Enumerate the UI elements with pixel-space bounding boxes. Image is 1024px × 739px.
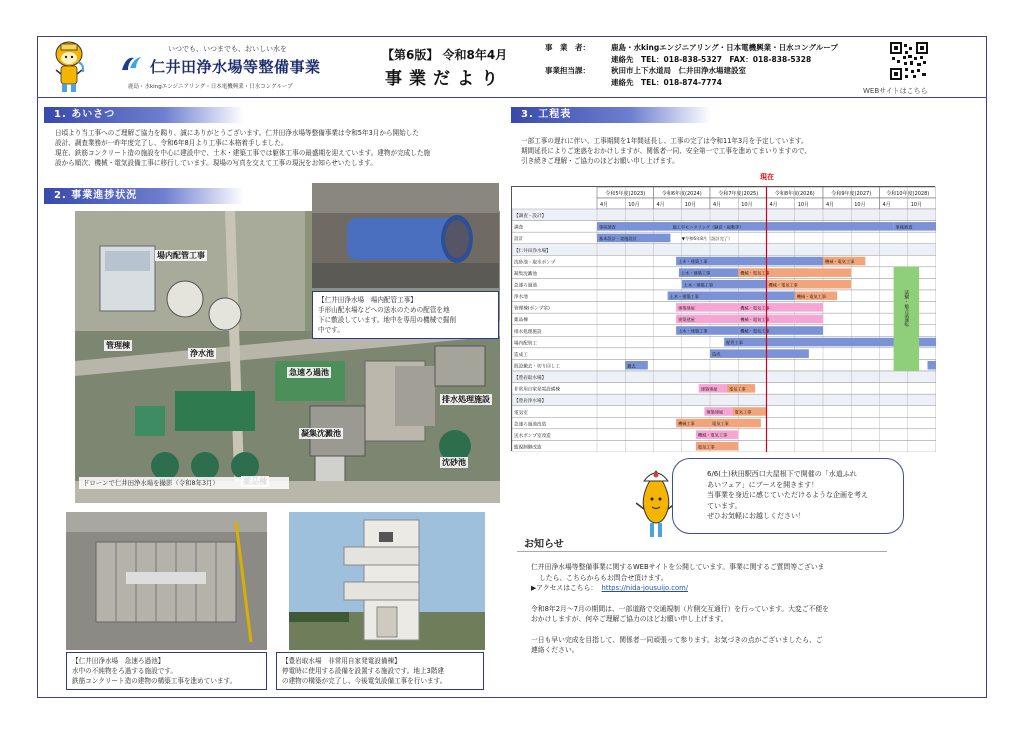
gantt-bar-label: 電気工事: [734, 409, 752, 415]
caption-line: 水中の不純物をろ過する施設です。: [72, 667, 177, 675]
contact-label: [545, 77, 611, 89]
edition-label: 【第6版】 令和8年4月: [382, 48, 508, 62]
gantt-bar-label: 土木・建築工事: [678, 328, 708, 334]
contact-label: 事 業 者：: [545, 43, 590, 52]
caption-line: 停電時に使用する設備を設置する施設です。地上3階建: [282, 667, 444, 675]
contact-block: [545, 42, 838, 88]
notice-line: したら、こちらからもお問合せ頂けます。: [539, 573, 668, 582]
gantt-bar-label: 建築建屋: [678, 305, 695, 311]
contact-label: [545, 54, 611, 66]
label-rapid-filter: 急速ろ過池: [289, 368, 329, 377]
gantt-row-label: 送水ポンプ室改造: [514, 433, 551, 439]
section-schedule-heading: 3. 工程表: [511, 107, 711, 123]
gantt-row-label: 凝集沈澱池: [514, 271, 537, 277]
year-header-label: 令和9年度(2027): [831, 191, 872, 197]
water-drop-mascot-icon: [52, 40, 86, 94]
schedule-line: 期間延長によりご迷惑をおかけしますが、関係者一同、安全第一で工事を進めてまいりますので、: [521, 147, 811, 155]
gantt-bar-label: 機械工事: [678, 421, 695, 427]
contact-value: 連絡先 TEL：018-838-5327 FAX：018-838-5328: [611, 54, 812, 64]
notice-line: 連絡ください。: [531, 646, 579, 654]
gantt-row-label: 【調査・設計】: [514, 214, 547, 220]
year-header-label: 令和6年度(2024): [661, 191, 702, 197]
caption-line: の建物の構築が完了し、今後電気設備工事を行います。: [282, 677, 447, 685]
month-header-label: 4月: [826, 202, 835, 208]
section-progress-heading: 2. 事業進捗状況: [44, 188, 244, 204]
contact-value: 鹿島・水kingエンジニアリング・日本電機興業・日水コングループ: [611, 43, 838, 52]
year-header-label: 令和8年度(2026): [774, 191, 815, 197]
gantt-bar-label: 機械・電気工事: [697, 432, 728, 438]
label-purification-pond: 浄水池: [190, 349, 214, 358]
section-greeting-heading: 1. あいさつ: [44, 107, 244, 123]
label-sedimentation: 凝集沈澱池: [301, 429, 341, 438]
year-header-label: 令和10年度(2028): [886, 191, 930, 197]
month-header-label: 10月: [797, 202, 810, 208]
bubble-line: 6/6(土)秋田駅西口大屋根下で開催の「水道ふれ: [707, 470, 857, 478]
month-header-label: 4月: [600, 202, 609, 208]
now-label: 現在: [760, 173, 774, 181]
gantt-row-label: 設計: [514, 237, 524, 243]
gantt-bar-label: 建築建屋: [706, 409, 724, 415]
gantt-bar-label: 事後調査: [895, 224, 913, 230]
gantt-svg: [512, 187, 936, 452]
gantt-bar-label: 機械・電気工事: [740, 270, 770, 276]
gantt-row-label: 【豊岩取水場】: [514, 376, 547, 382]
month-header-label: 10月: [854, 202, 866, 208]
gantt-row-label: 薬品棟: [514, 318, 528, 324]
water-logo-icon: [120, 54, 142, 72]
schedule-gantt-chart: [511, 186, 935, 451]
schedule-line: 引き続きご理解・ご協力のほどお願い申し上げます。: [521, 157, 679, 165]
generator-building-caption: [276, 652, 484, 690]
gantt-row-label: 監視制御改造: [514, 445, 542, 451]
qr-label: WEBサイトはこちら: [863, 87, 928, 95]
aerial-caption: ドローンで仁井田浄水場を撮影（令和8年3月）: [79, 477, 289, 489]
gantt-bar-label: 電気工事: [728, 386, 746, 392]
gantt-row: [512, 394, 936, 406]
bubble-line: ぜひお気軽にお越しください！: [707, 512, 805, 520]
companies: 鹿島・水kingエンジニアリング・日本電機興業・日水コングループ: [128, 84, 293, 90]
gantt-row-label: 管理棟(ポンプ室): [514, 306, 550, 312]
caption-line: 鉄筋コンクリート造の建物の構築工事を進めています。: [72, 677, 237, 685]
gantt-bar-label: 撤去: [627, 363, 636, 369]
notice-text: [531, 562, 901, 656]
bubble-line: ています。: [707, 501, 742, 510]
notice-line: 仁井田浄水場等整備事業に関するWEBサイトを公開しています。事業に関するご質問等ございま: [531, 563, 825, 571]
caption-line: 【豊岩取水場 非常用自家発電設備棟】: [282, 657, 401, 665]
gantt-row-label: 【豊岩浄水場】: [514, 399, 547, 405]
helmet-mascot-icon: [636, 463, 676, 541]
caption-line: 中です。: [318, 326, 344, 334]
gantt-row: [512, 371, 936, 383]
gantt-bar-label: 土木・建築工事: [669, 293, 699, 299]
label-grit-chamber: 沈砂池: [442, 458, 466, 467]
notice-title: お知らせ: [524, 539, 564, 550]
gantt-row-label: 電気室: [514, 410, 528, 416]
gantt-trial-label: 試験・総合試運転: [903, 290, 909, 327]
gantt-milestone-label: ▼令和6年8月（設計完了）: [681, 236, 733, 242]
gantt-bar-label: 機械・電気工事: [768, 282, 798, 288]
gantt-bar: [710, 349, 809, 358]
caption-line: 下に敷設しています。地中を専用の機械で掘削: [318, 316, 456, 324]
gantt-row-label: 沈砂池・取水ポンプ: [514, 260, 556, 266]
greeting-text: [55, 128, 500, 168]
generator-building-photo: [289, 512, 485, 650]
gantt-row-label: 調査: [514, 225, 524, 231]
qr-code-icon[interactable]: [890, 42, 928, 80]
month-header-label: 10月: [684, 202, 697, 208]
gantt-bar-label: 基本設計・実施設計: [599, 236, 637, 242]
caption-line: 【仁井田浄水場 場内配管工事】: [318, 296, 417, 304]
gantt-bar-label: 機械・電気工事: [796, 293, 827, 299]
website-link[interactable]: https://nida-jousuijo.com/: [601, 584, 689, 592]
gantt-row-label: 場内配管工: [514, 341, 537, 347]
month-header-label: 10月: [628, 202, 640, 208]
caption-line: 【仁井田浄水場 急速ろ過池】: [72, 657, 165, 665]
bubble-line: あいフェア」にブースを開きます！: [707, 480, 819, 489]
gantt-row: [512, 244, 936, 256]
project-title: 仁井田浄水場等整備事業: [150, 58, 321, 76]
month-header-label: 10月: [910, 202, 923, 208]
gantt-row-label: 非常用自家発電設備棟: [514, 387, 560, 393]
greeting-line: 設計、調査業務が一昨年度完了し、令和6年8月より工事に本格着手しました。: [55, 139, 288, 147]
year-header-label: 令和7年度(2025): [718, 191, 759, 197]
gantt-bar: [928, 361, 936, 370]
gantt-row-label: 既設撤去・切り回し工: [514, 364, 560, 370]
notice-line: 令和8年2月～7月の期間は、一部道路で交通規制（片側交互通行）を行っています。大変ご不便を: [531, 604, 829, 613]
schedule-text: [521, 136, 931, 166]
month-header-label: 4月: [882, 202, 891, 208]
gantt-row-label: 【仁井田浄水場】: [514, 248, 551, 254]
month-header-label: 4月: [769, 202, 778, 208]
gantt-bar-label: 電気工事: [697, 444, 715, 450]
gantt-row-label: 急速ろ過池: [514, 283, 537, 289]
gantt-bar-label: 機械・電気工事: [740, 328, 770, 334]
caption-line: 手形山配水場などへの送水のための配管を地: [318, 306, 450, 314]
notice-line: 一日も早い完成を目指して、関係者一同頑張って参ります。お気づきの点がございましたら、ご: [531, 635, 823, 644]
access-label: ▶アクセスはこちら：: [531, 584, 598, 592]
gantt-bar-label: 機械・電気工事: [740, 305, 770, 311]
label-pipe-work: 場内配管工事: [157, 251, 205, 260]
gantt-row-label: 浄水池: [514, 295, 528, 301]
gantt-bar-label: 土木・建築工事: [678, 259, 708, 265]
gantt-row-label: 急速ろ過池改造: [514, 422, 547, 428]
gantt-bar-label: 土木・建築工事: [680, 270, 711, 276]
greeting-line: 設から順次、機械・電気設備工事に移行しています。現場の写真を交えて工事の現況をお知らせいたします。: [55, 159, 377, 167]
rapid-filter-caption: [66, 652, 267, 690]
gantt-bar-label: 配管工事: [726, 340, 743, 346]
gantt-bar-label: 事前調査: [599, 224, 616, 230]
gantt-bar-label: 機械・電気工事: [740, 317, 770, 323]
rapid-filter-photo: [66, 512, 267, 650]
gantt-bar-label: 造成: [712, 351, 721, 357]
notice-divider: [517, 551, 887, 552]
contact-value: 連絡先 TEL：018-874-7774: [611, 77, 722, 87]
notice-access: [531, 583, 901, 594]
month-header-label: 4月: [713, 202, 722, 208]
gantt-bar-label: 機械・電気工事: [825, 259, 855, 265]
gantt-bar-label: 建築建屋: [700, 386, 718, 392]
gantt-bar-label: 建築建屋: [678, 317, 695, 323]
month-header-label: 10月: [741, 202, 753, 208]
gantt-bar-label: 土木・建築工事: [683, 282, 714, 288]
gantt-row: [512, 359, 936, 371]
newsletter-title: 事業だより: [385, 69, 505, 89]
bubble-line: 当事業を身近に感じていただけるような企画を考え: [707, 491, 868, 499]
greeting-line: 現在、鉄筋コンクリート造の施設を中心に建設中で、土木・建築工事では躯体工事の最盛期を迎えています。建物が完成した施: [55, 149, 431, 157]
greeting-line: 日頃より当工事へのご理解ご協力を賜り、誠にありがとうございます。仁井田浄水場等整備事業は令和5年3月から開始した: [55, 129, 419, 137]
month-header-label: 4月: [656, 202, 665, 208]
label-admin-building: 管理棟: [106, 341, 130, 350]
year-header-label: 令和5年度(2023): [605, 191, 646, 197]
pipe-work-caption: [312, 291, 499, 339]
gantt-bar-label: 施工中モニタリング（騒音・振動等）: [672, 224, 744, 230]
gantt-bar-label: 電気工事: [712, 421, 729, 427]
gantt-row: [512, 209, 936, 221]
contact-label: 事業担当課：: [545, 66, 590, 75]
pipe-work-photo: [312, 183, 499, 288]
event-speech-bubble: [672, 458, 904, 534]
gantt-row-label: 排水処理施設: [514, 329, 542, 335]
contact-value: 秋田市上下水道局 仁井田浄水場建設室: [611, 66, 746, 75]
gantt-row-label: 造成工: [514, 352, 528, 358]
notice-line: おかけしますが、何卒ご理解ご協力のほどお願い申し上げます。: [531, 615, 728, 623]
label-drainage-facility: 排水処理施設: [442, 395, 490, 404]
tagline: いつでも、いつまでも、おいしい水を: [168, 45, 287, 53]
schedule-line: 一部工事の遅れに伴い、工事期間を1年間延長し、工事の完了は令和11年3月を予定しています。: [521, 137, 808, 145]
